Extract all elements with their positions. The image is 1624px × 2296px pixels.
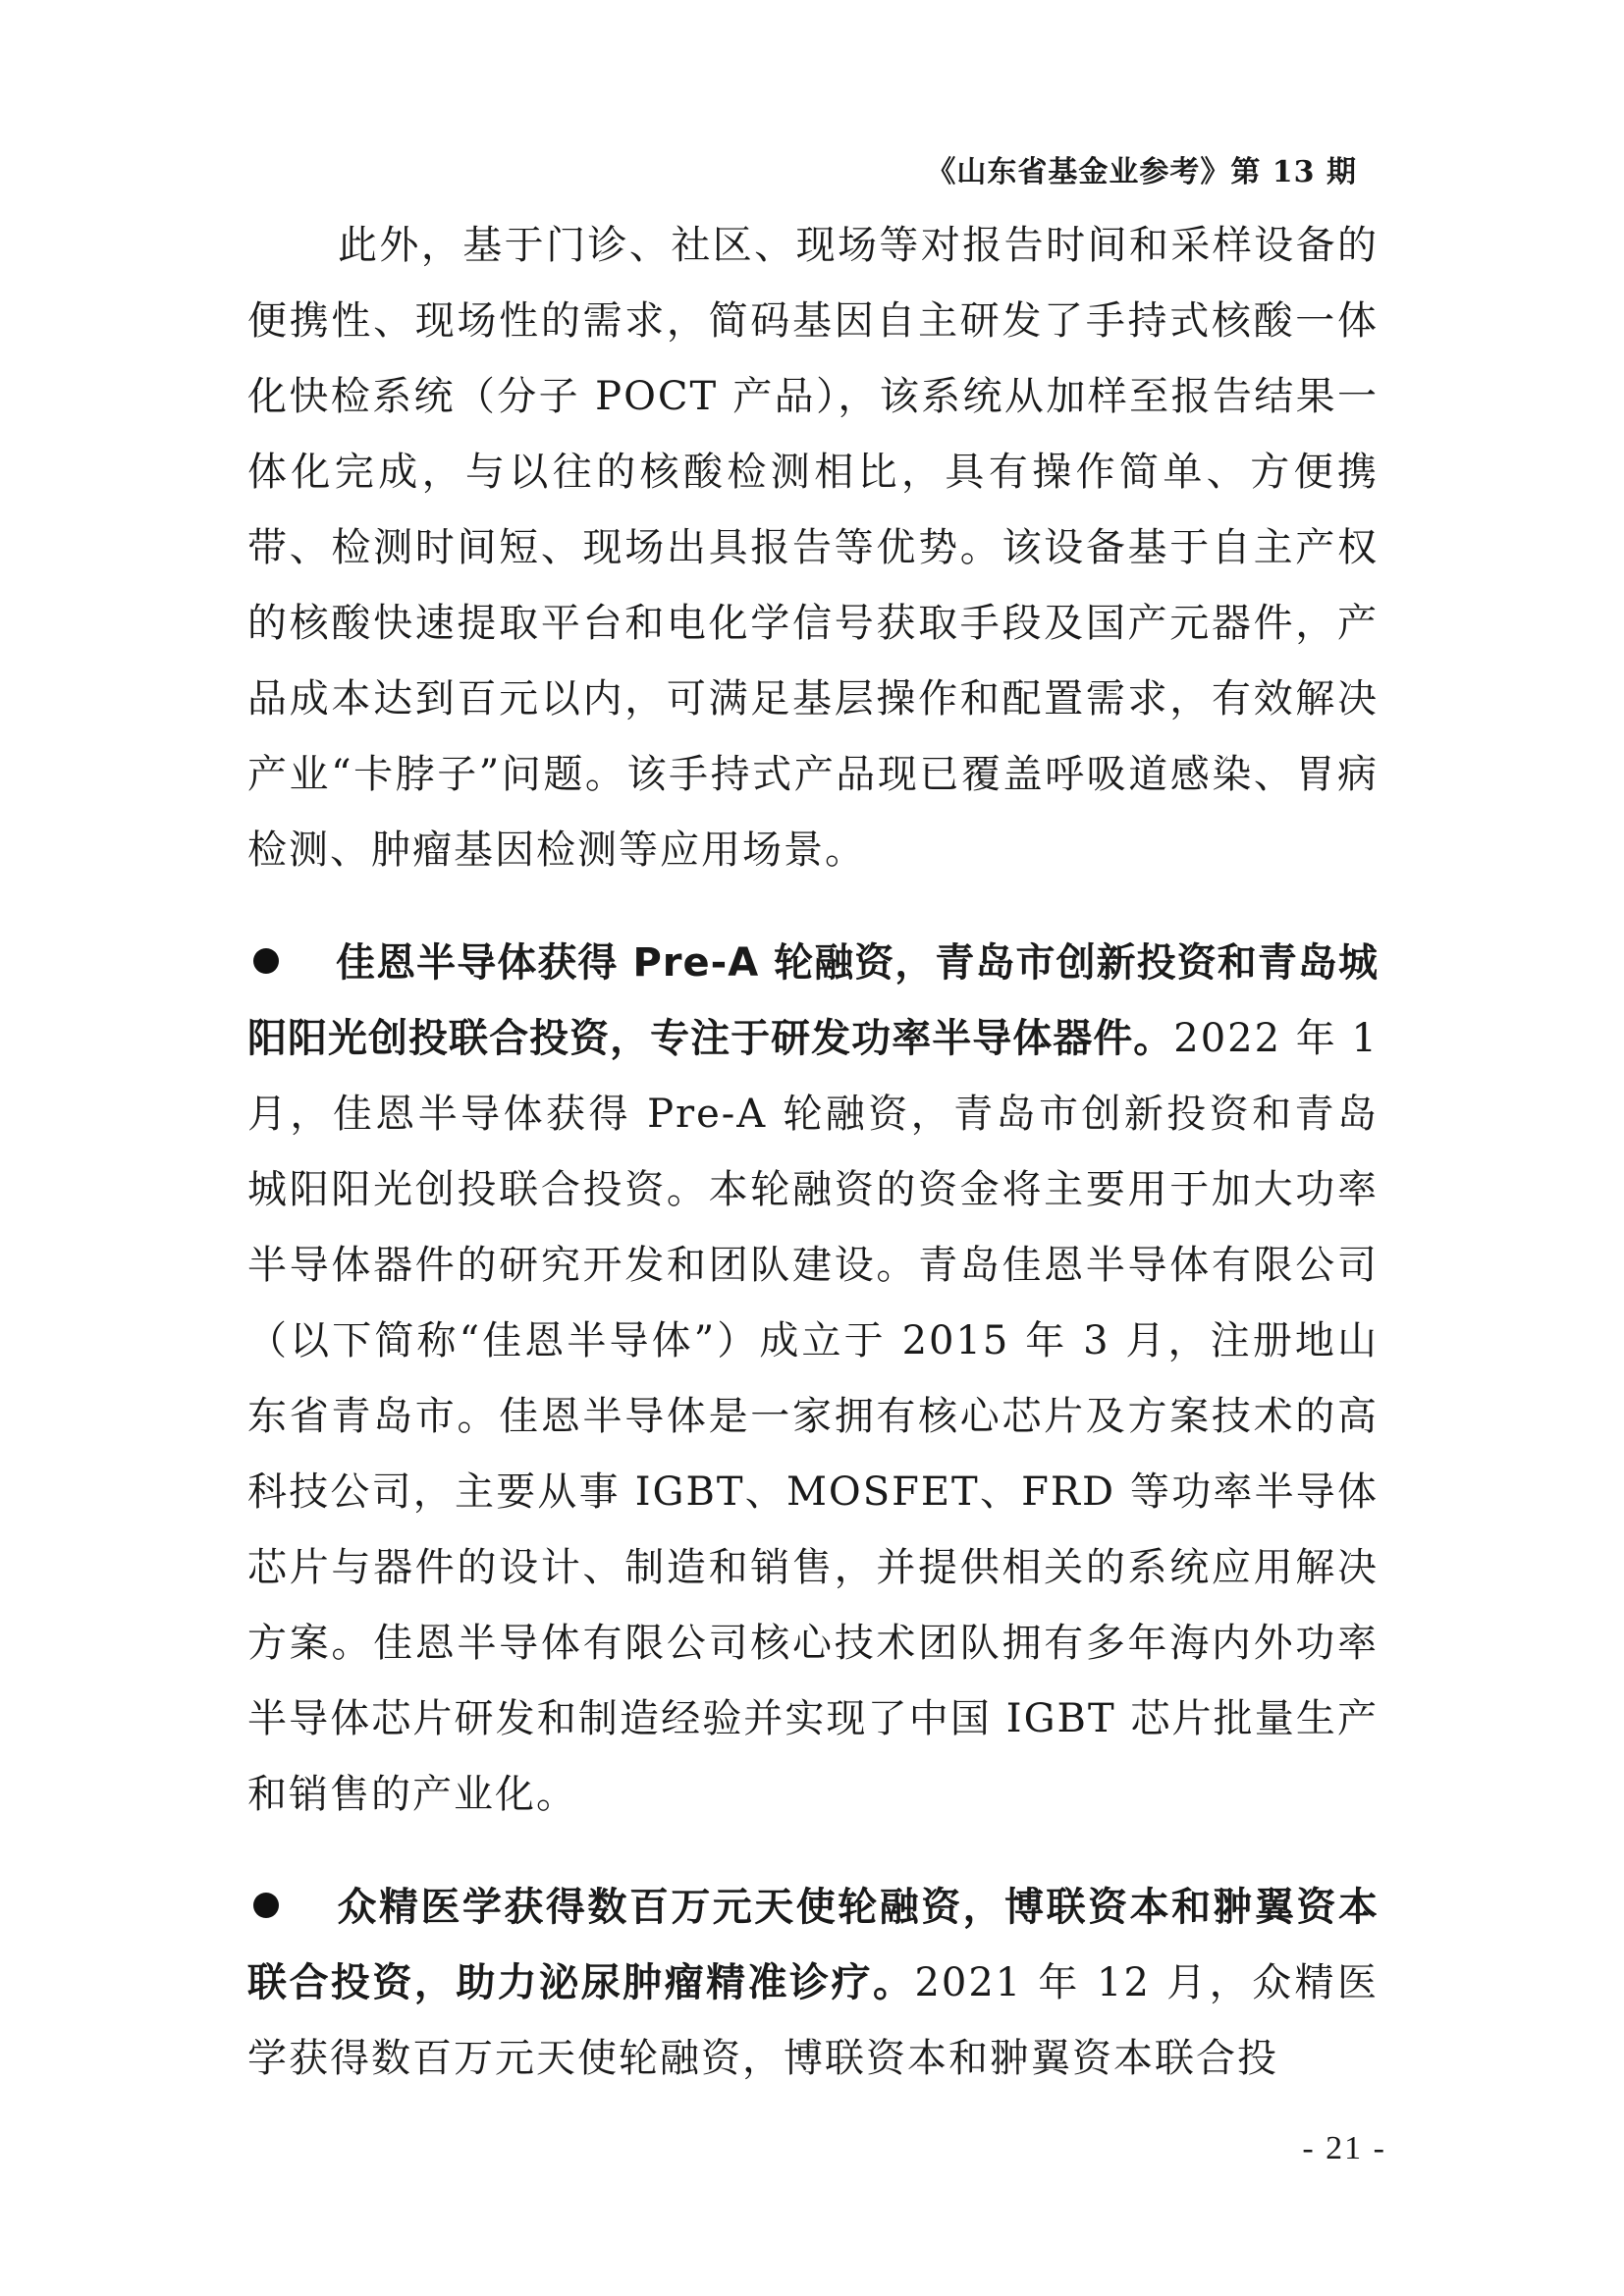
page-content [247,208,1379,2097]
running-header: 《山东省基金业参考》第 13 期 [926,155,1357,189]
bullet-item-zhongjing [247,1870,1379,2097]
page-number: - 21 - [1302,2130,1386,2166]
bullet-icon [253,1893,279,1918]
bullet-item-jiaen [247,926,1379,1833]
bullet-icon [253,948,279,974]
bullet-item-body: 2022 年 1 月，佳恩半导体获得 Pre-A 轮融资，青岛市创新投资和青岛城阳阳光创投联合投资。本轮融资的资金将主要用于加大功率半导体器件的研究开发和团队建设。青岛佳恩半导体有限公司（以下简称“佳恩半导体”）成立于 2015 年 3 月，注册地山东省青岛市。佳恩半导体是一家拥有核心芯片及方案技术的高科技公司，主要从事 IGBT、MOSFET、FRD 等功率半导体芯片与器件的设计、制造和销售，并提供相关的系统应用解决方案。佳恩半导体有限公司核心技术团队拥有多年海内外功率半导体芯片研发和制造经验并实现了中国 IGBT 芯片批量生产和销售的产业化。 [247,1016,1379,1817]
body-paragraph: 此外，基于门诊、社区、现场等对报告时间和采样设备的便携性、现场性的需求，简码基因自主研发了手持式核酸一体化快检系统（分子 POCT 产品），该系统从加样至报告结果一体化完成，与以往的核酸检测相比，具有操作简单、方便携带、检测时间短、现场出具报告等优势。该设备基于自主产权的核酸快速提取平台和电化学信号获取手段及国产元器件，产品成本达到百元以内，可满足基层操作和配置需求，有效解决产业“卡脖子”问题。该手持式产品现已覆盖呼吸道感染、胃病检测、肿瘤基因检测等应用场景。 [247,223,1379,873]
bullet-item-lead: 众精医学获得数百万元天使轮融资，博联资本和翀翼资本联合投资，助力泌尿肿瘤精准诊疗。 [247,1885,1379,2005]
bullet-item-body: 2021 年 12 月，众精医学获得数百万元天使轮融资，博联资本和翀翼资本联合投 [247,1960,1379,2081]
bullet-item-lead: 佳恩半导体获得 Pre-A 轮融资，青岛市创新投资和青岛城阳阳光创投联合投资，专注于研发功率半导体器件。 [247,940,1379,1061]
